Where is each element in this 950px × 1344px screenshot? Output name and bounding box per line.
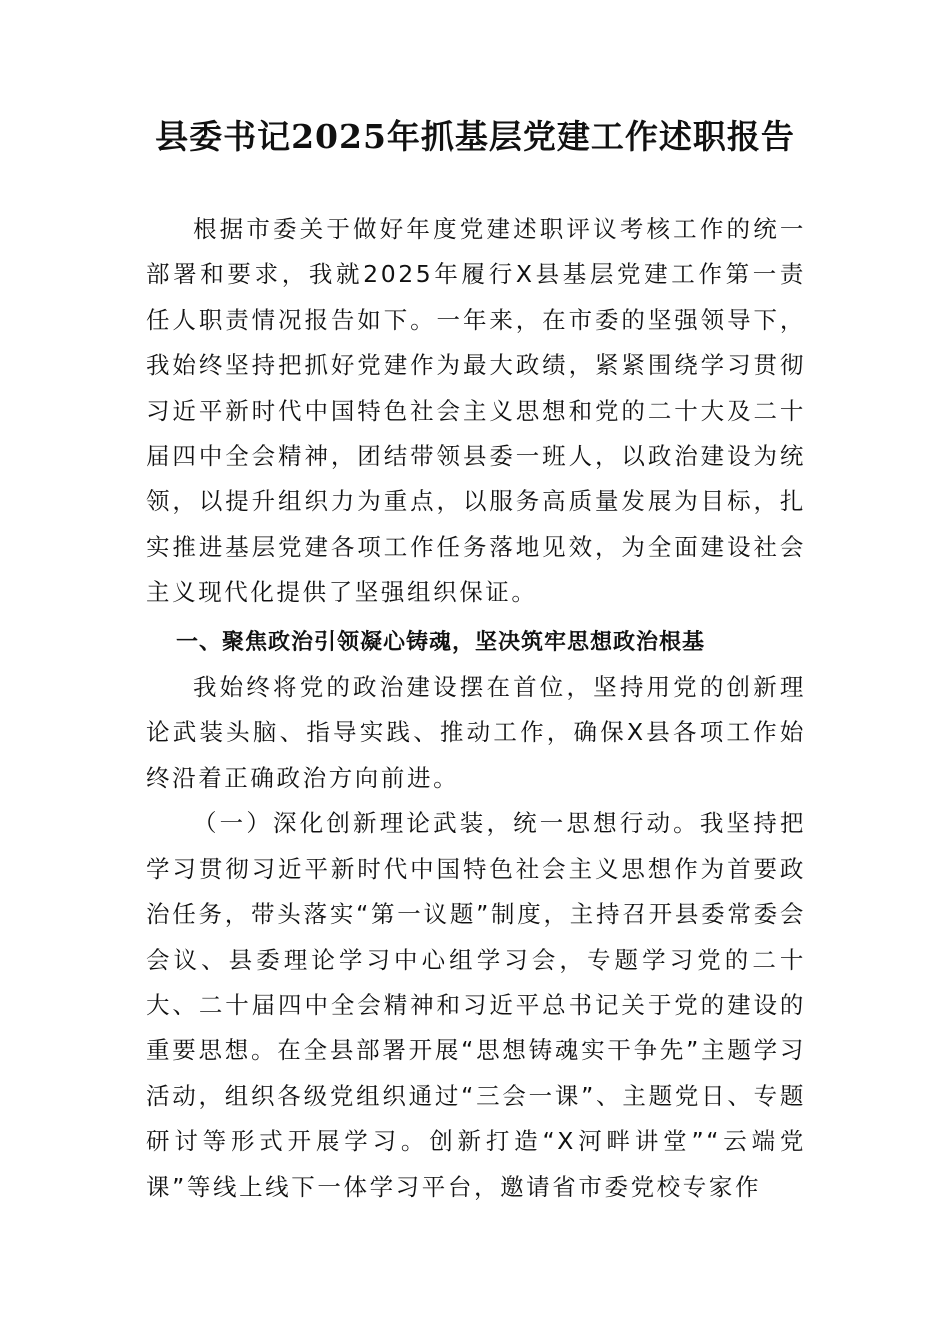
intro-paragraph: 根据市委关于做好年度党建述职评议考核工作的统一部署和要求，我就2025年履行X县基层党建工作第一责任人职责情况报告如下。一年来，在市委的坚强领导下，我始终坚持把抓好党建作为最大政绩，紧紧围绕学习贯彻习近平新时代中国特色社会主义思想和党的二十大及二十届四中全会精神，团结带领县委一班人，以政治建设为统领，以提升组织力为重点，以服务高质量发展为目标，扎实推进基层党建各项工作任务落地见效，为全面建设社会主义现代化提供了坚强组织保证。 bbox=[146, 215, 806, 607]
section-1-intro-paragraph: 我始终将党的政治建设摆在首位，坚持用党的创新理论武装头脑、指导实践、推动工作，确保X县各项工作始终沿着正确政治方向前进。 bbox=[146, 673, 806, 792]
section-1-subsection-1-paragraph: （一）深化创新理论武装，统一思想行动。我坚持把学习贯彻习近平新时代中国特色社会主义思想作为首要政治任务，带头落实“第一议题”制度，主持召开县委常委会会议、县委理论学习中心组学习会，专题学习党的二十大、二十届四中全会精神和习近平总书记关于党的建设的重要思想。在全县部署开展“思想铸魂实干争先”主题学习活动，组织各级党组织通过“三会一课”、主题党日、专题研讨等形式开展学习。创新打造“X河畔讲堂”“云端党课”等线上线下一体学习平台，邀请省市委党校专家作 bbox=[146, 809, 806, 1201]
section-heading-1: 一、聚焦政治引领凝心铸魂，坚决筑牢思想政治根基 bbox=[176, 629, 706, 655]
document-title: 县委书记2025年抓基层党建工作述职报告 bbox=[155, 117, 795, 156]
document-body bbox=[146, 207, 806, 1210]
